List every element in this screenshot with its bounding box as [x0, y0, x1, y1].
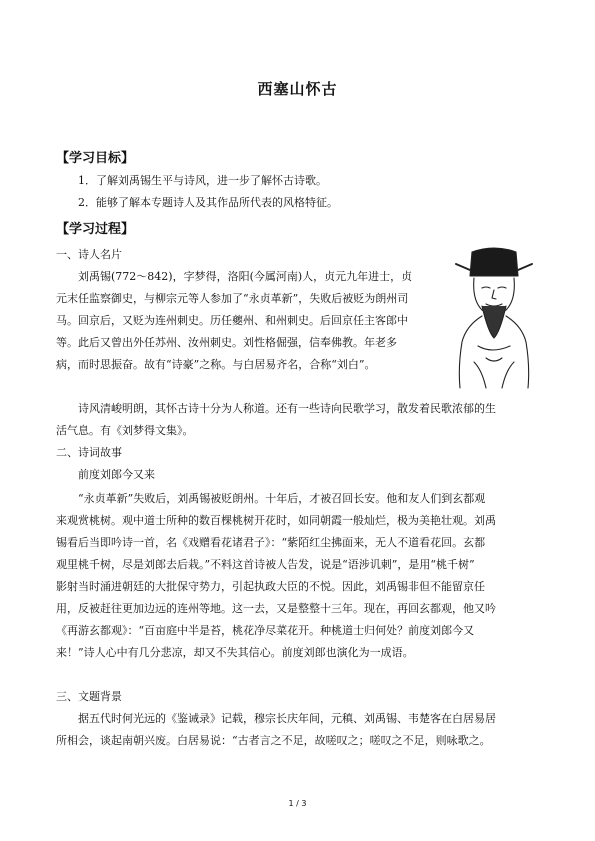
section-title-poet-card: 一、诗人名片 [56, 248, 122, 261]
process-heading: 【学习过程】 [56, 222, 135, 237]
page-number: 1 / 3 [288, 799, 307, 808]
bio-line: 等。此后又曾出外任苏州、汝州刺史。刘性格倔强，信奉佛教。年老多 [56, 336, 397, 349]
style-line: 活气息。有《刘梦得文集》。 [56, 424, 194, 437]
style-line: 诗风清峻明朗，其怀古诗十分为人称道。还有一些诗向民歌学习，散发着民歌浓郁的生 [78, 402, 496, 415]
story-title: 前度刘郎今又来 [78, 468, 155, 481]
story-line: 来观赏桃树。观中道士所种的数百棵桃树开花时，如同朝霞一般灿烂，极为美艳壮观。刘禹 [56, 514, 496, 527]
section-title-background: 三、文题背景 [56, 690, 122, 703]
background-line: 据五代时何光远的《鉴诫录》记载，穆宗长庆年间，元稹、刘禹锡、韦楚客在白居易居 [78, 712, 496, 725]
story-line: 《再游玄都观》：“百亩庭中半是苔，桃花净尽菜花开。种桃道士归何处？前度刘郎今又 [56, 624, 475, 637]
story-line: 观里桃千树，尽是刘郎去后栽。”不料这首诗被人告发，说是“语涉讥刺”，是用“桃千树” [56, 558, 475, 571]
page-title: 西塞山怀古 [257, 80, 338, 98]
poet-portrait-image [452, 242, 536, 390]
story-line: 锡看后当即吟诗一首，名《戏赠看花诸君子》：“紫陌红尘拂面来，无人不道看花回。玄都 [56, 536, 486, 549]
story-line: 来！”诗人心中有几分悲凉，却又不失其信心。前度刘郎也演化为一成语。 [56, 646, 414, 659]
story-line: 用，反被赶往更加边远的连州等地。这一去，又是整整十三年。现在，再回玄都观，他又吟 [56, 602, 496, 615]
bio-line: 刘禹锡(772～842)，字梦得，洛阳(今属河南)人，贞元九年进士，贞 [78, 270, 413, 283]
story-line: “永贞革新”失败后，刘禹锡被贬朗州。十年后，才被召回长安。他和友人们到玄都观 [78, 492, 486, 505]
bio-line: 病，而时思振奋。故有“诗豪”之称。与白居易齐名，合称“刘白”。 [56, 358, 376, 371]
bio-line: 马。回京后，又贬为连州刺史。历任夔州、和州刺史。后回京任主客郎中 [56, 314, 408, 327]
goals-heading: 【学习目标】 [56, 151, 135, 166]
goal-item: 2．能够了解本专题诗人及其作品所代表的风格特征。 [78, 196, 338, 209]
story-line: 影射当时涌进朝廷的大批保守势力，引起执政大臣的不悦。因此，刘禹锡非但不能留京任 [56, 580, 485, 593]
goal-item: 1．了解刘禹锡生平与诗风，进一步了解怀古诗歌。 [78, 174, 327, 187]
background-line: 所相会，谈起南朝兴废。白居易说：“古者言之不足，故嗟叹之；嗟叹之不足，则咏歌之。 [56, 734, 491, 747]
section-title-poem-story: 二、诗词故事 [56, 446, 122, 459]
bio-line: 元末任监察御史，与柳宗元等人参加了“永贞革新”，失败后被贬为朗州司 [56, 292, 409, 305]
